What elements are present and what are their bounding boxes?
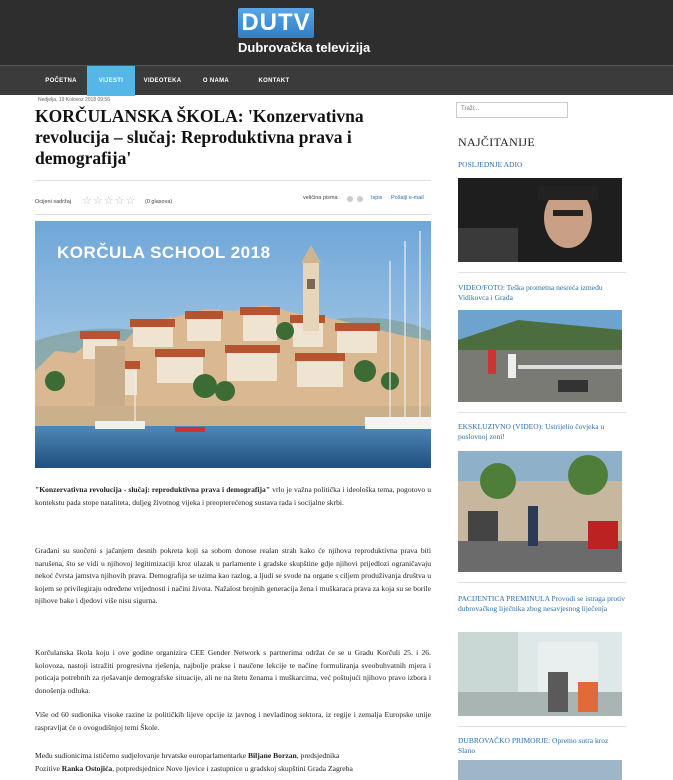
font-size-label: veličina pisma — [303, 195, 338, 201]
site-subtitle: Dubrovačka televizija — [238, 40, 371, 55]
sidebar-thumbnail[interactable] — [458, 310, 622, 402]
star-icon[interactable]: ☆ — [114, 195, 125, 207]
article-paragraph: Korčulanska škola koju i ove godine organizira CEE Gender Network s partnerima održat će se u Gradu Korčuli 25. i 26. kolovoza, nastoji istražiti progresivna rješenja, najbolje prakse i naučene lekcije te načine formuliranja sveobuhvatnih mjera i poticaja potrebnih za rješavanje demografske situacije, ali ne na štetu ženama i muškarcima, već poštujući njihovo pravo izbora i donošenja odluka. — [35, 648, 431, 695]
hospital-photo — [458, 632, 622, 716]
star-icon[interactable]: ☆ — [103, 195, 114, 207]
article-title: KORČULANSKA ŠKOLA: 'Konzervativna revolucija – slučaj: Reproduktivna prava i demografija' — [35, 106, 364, 168]
email-link[interactable]: Pošalji e-mail — [391, 195, 424, 201]
vote-count: (0 glasova) — [145, 199, 173, 205]
nav-item-o-nama[interactable]: O NAMA — [202, 78, 230, 84]
portrait-photo — [458, 178, 622, 262]
street-photo — [458, 451, 622, 572]
sidebar-item-link[interactable]: DUBROVAČKO PRIMORJE: Opremo sutra kroz Slano — [458, 736, 609, 755]
font-increase-icon[interactable] — [357, 196, 363, 202]
sidebar-thumbnail[interactable] — [458, 178, 622, 262]
sidebar-thumbnail[interactable] — [458, 451, 622, 572]
divider — [35, 214, 431, 215]
lead-text: vrlo je važna politička i ideološka tema, pogotovo u kontekstu pada stope nataliteta, duljeg životnog vijeka i preopterećenog sustava rada i socijalne skrbi. — [35, 485, 431, 507]
text: , potpredsjednice Nove ljevice i zastupnice u gradskoj skupštini Grada Zagreba — [112, 763, 353, 773]
divider — [458, 726, 626, 727]
accident-photo — [458, 310, 622, 402]
divider — [458, 582, 626, 583]
star-icon[interactable]: ☆ — [125, 195, 136, 207]
font-decrease-icon[interactable] — [347, 196, 353, 202]
nav-item-pocetna[interactable]: POČETNA — [45, 78, 77, 84]
main-nav — [0, 65, 673, 95]
sidebar-item-link[interactable]: EKSKLUZIVNO (VIDEO): Ustrijelio čovjeka u poslovnoj zoni! — [458, 422, 605, 441]
star-icon[interactable]: ☆ — [82, 195, 92, 207]
nav-item-videoteka[interactable]: VIDEOTEKA — [143, 78, 182, 84]
text: Među sudionicima ističemo sudjelovanje hrvatske europarlamentarke — [35, 751, 248, 760]
sidebar-thumbnail[interactable] — [458, 760, 622, 780]
print-link[interactable]: Ispis — [371, 195, 383, 201]
site-logo[interactable]: DUTV — [238, 8, 314, 38]
divider — [458, 272, 626, 273]
article-paragraph: Više od 60 sudionika visoke razine iz političkih lijeve opcije iz javnog i nevladinog sektora, iz regije i zemalja Europske unije raspravljat će o ovogodišnjoj temi Škole. — [35, 710, 431, 732]
text: , predsjednika — [296, 751, 340, 760]
most-read-heading: NAJČITANIJE — [458, 135, 535, 149]
rating-label: Ocijeni sadržaj — [35, 199, 72, 205]
article-date: Nedjelja, 19 Kolovoz 2018 09:56 — [38, 97, 110, 103]
sidebar-item-link[interactable]: PACIJENTICA PREMINULA Provodi se istraga protiv dubrovačkog liječnika zbog nesavjesnog liječenja — [458, 594, 626, 613]
sidebar-item-link[interactable]: POSLJEDNJE ADIO — [458, 160, 523, 169]
nav-item-kontakt[interactable]: KONTAKT — [258, 78, 290, 84]
star-icon[interactable]: ☆ — [92, 195, 103, 207]
sidebar-item-link[interactable]: VIDEO/FOTO: Teška prometna nesreća između Vidikovca i Grada — [458, 283, 603, 302]
divider — [35, 180, 431, 181]
image-caption: KORČULA SCHOOL 2018 — [57, 243, 271, 262]
site-header — [0, 0, 673, 65]
article-paragraph — [35, 750, 431, 775]
article-toolbar — [35, 195, 431, 211]
article-image — [35, 221, 431, 468]
nav-item-vijesti[interactable]: VIJESTI — [87, 66, 135, 96]
rating-stars — [82, 196, 136, 207]
article-paragraph: Građani su suočeni s jačanjem desnih pokreta koji sa sobom donose realan strah kako će njihova reproduktivna prava biti narušena, što se vidi u njihovoj legitimizaciji kroz ulazak u parlamente i gradske skupštine gdje njihovi prijedlozi ograničavaju nekoć čvrsta jamstva njihovih prava. Demografija se uzima kao razlog, a ljudi se svode na organe s ciljem produživanja društva u kojem se privilegiraju određene vrijednosti i načini života. Nažalost brojnih generacija žena i muškaraca prava za koja su se borile njihove bake i djedovi više nisu sigurna. — [35, 546, 431, 605]
person-name: Biljane Borzan — [247, 751, 297, 760]
article-lead — [35, 484, 431, 509]
sidebar-thumbnail[interactable] — [458, 632, 622, 716]
search-input[interactable]: Traži... — [456, 102, 568, 118]
text: Pozitive — [35, 763, 62, 773]
divider — [458, 412, 626, 413]
lead-bold: "Konzervativna revolucija - slučaj: reproduktivna prava i demografija" — [35, 485, 271, 494]
person-name: Ranka Ostojića — [61, 763, 113, 773]
